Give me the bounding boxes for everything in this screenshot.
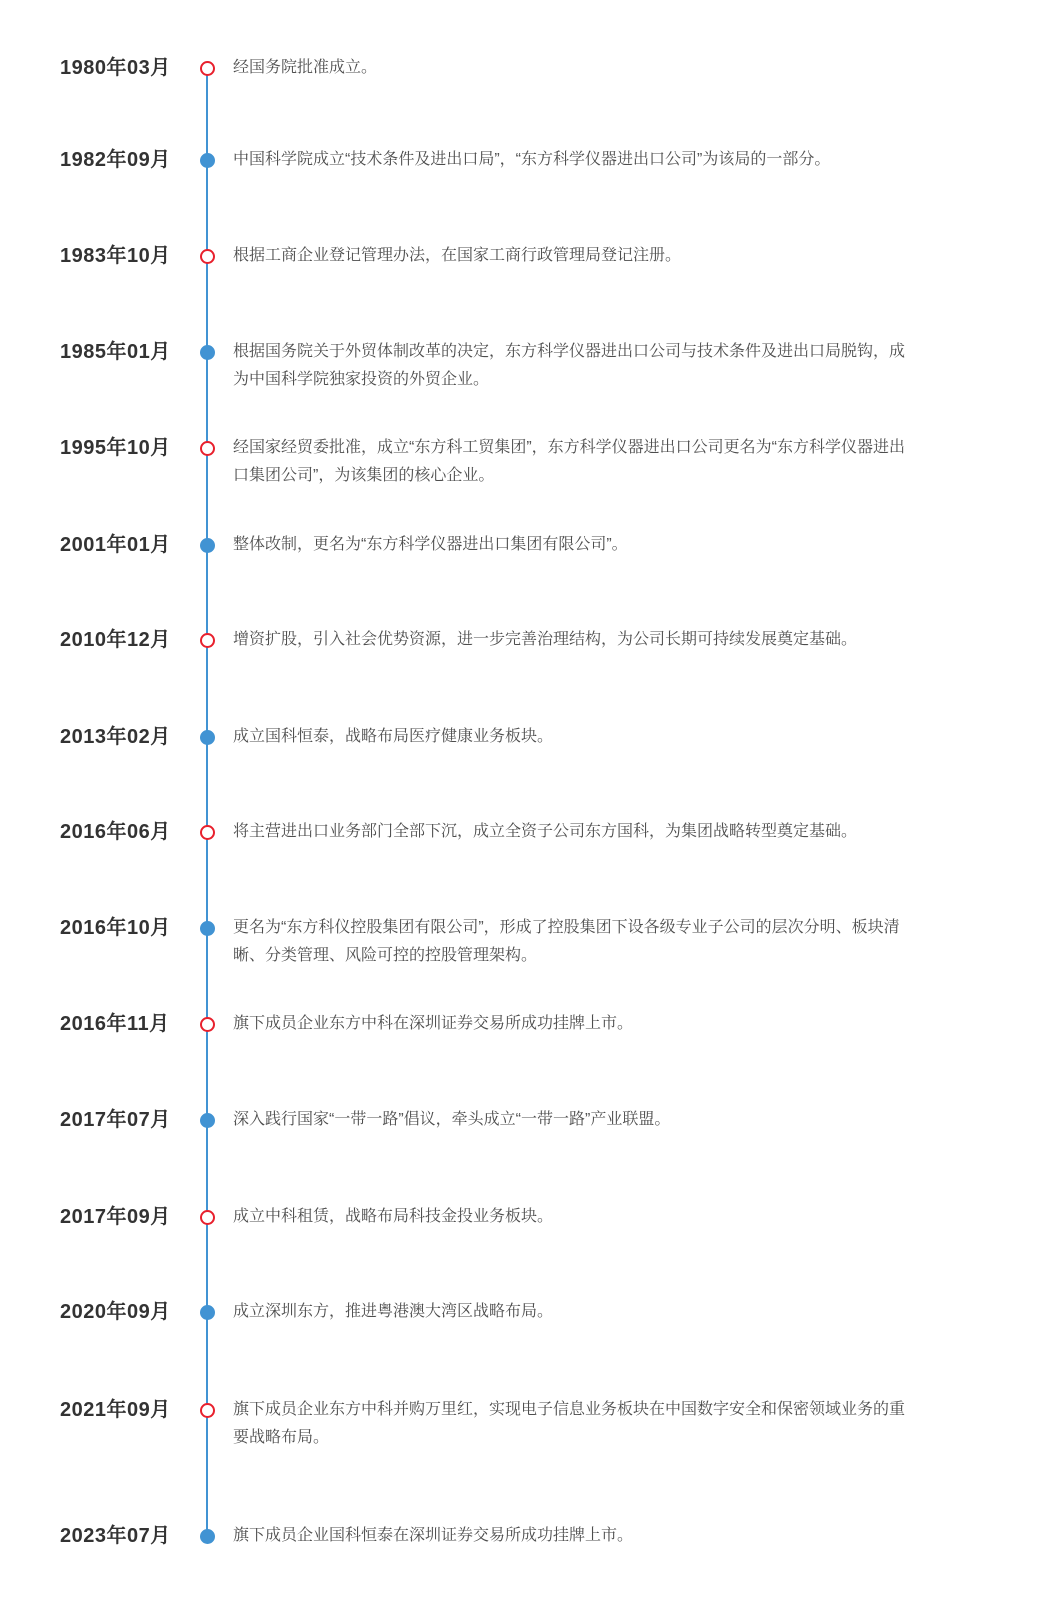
timeline-description: 经国务院批准成立。 (233, 59, 378, 76)
timeline-date: 2023年07月 (60, 1525, 171, 1547)
timeline-date: 2017年07月 (60, 1109, 171, 1131)
filled-circle-marker-icon (200, 1305, 215, 1320)
timeline-date: 1985年01月 (60, 341, 171, 363)
timeline-description: 根据工商企业登记管理办法，在国家工商行政管理局登记注册。 (233, 247, 682, 264)
timeline-description: 旗下成员企业东方中科并购万里红，实现电子信息业务板块在中国数字安全和保密领域业务的重要战略布局。 (233, 1401, 906, 1446)
hollow-circle-marker-icon (200, 61, 215, 76)
timeline-description: 成立中科租赁，战略布局科技金投业务板块。 (233, 1208, 554, 1225)
filled-circle-marker-icon (200, 1113, 215, 1128)
timeline-date: 1980年03月 (60, 57, 171, 79)
filled-circle-marker-icon (200, 345, 215, 360)
filled-circle-marker-icon (200, 1529, 215, 1544)
timeline-description: 根据国务院关于外贸体制改革的决定，东方科学仪器进出口公司与技术条件及进出口局脱钩，成为中国科学院独家投资的外贸企业。 (233, 343, 906, 388)
timeline-date: 1995年10月 (60, 437, 171, 459)
hollow-circle-marker-icon (200, 825, 215, 840)
timeline-description: 旗下成员企业东方中科在深圳证券交易所成功挂牌上市。 (233, 1015, 634, 1032)
timeline-description: 增资扩股，引入社会优势资源，进一步完善治理结构，为公司长期可持续发展奠定基础。 (233, 631, 858, 648)
timeline-description: 成立国科恒泰，战略布局医疗健康业务板块。 (233, 728, 554, 745)
timeline-date: 1982年09月 (60, 149, 171, 171)
hollow-circle-marker-icon (200, 1403, 215, 1418)
timeline-date: 2016年06月 (60, 821, 171, 843)
hollow-circle-marker-icon (200, 441, 215, 456)
filled-circle-marker-icon (200, 153, 215, 168)
timeline-date: 2016年11月 (60, 1013, 170, 1035)
hollow-circle-marker-icon (200, 633, 215, 648)
hollow-circle-marker-icon (200, 1210, 215, 1225)
hollow-circle-marker-icon (200, 1017, 215, 1032)
filled-circle-marker-icon (200, 538, 215, 553)
timeline-description: 整体改制，更名为“东方科学仪器进出口集团有限公司”。 (233, 536, 628, 553)
timeline-description: 经国家经贸委批准，成立“东方科工贸集团”，东方科学仪器进出口公司更名为“东方科学仪器进出口集团公司”，为该集团的核心企业。 (233, 439, 905, 484)
timeline-description: 更名为“东方科仪控股集团有限公司”，形成了控股集团下设各级专业子公司的层次分明、板块清晰、分类管理、风险可控的控股管理架构。 (233, 919, 900, 964)
timeline-date: 2010年12月 (60, 629, 171, 651)
timeline-date: 1983年10月 (60, 245, 171, 267)
timeline-description: 旗下成员企业国科恒泰在深圳证券交易所成功挂牌上市。 (233, 1527, 634, 1544)
timeline-date: 2013年02月 (60, 726, 171, 748)
timeline-date: 2017年09月 (60, 1206, 171, 1228)
timeline-date: 2020年09月 (60, 1301, 171, 1323)
timeline-description: 成立深圳东方，推进粤港澳大湾区战略布局。 (233, 1303, 554, 1320)
timeline-date: 2021年09月 (60, 1399, 171, 1421)
filled-circle-marker-icon (200, 921, 215, 936)
timeline-description: 深入践行国家“一带一路”倡议，牵头成立“一带一路”产业联盟。 (233, 1111, 671, 1128)
timeline-description: 将主营进出口业务部门全部下沉，成立全资子公司东方国科，为集团战略转型奠定基础。 (233, 823, 858, 840)
filled-circle-marker-icon (200, 730, 215, 745)
timeline-date: 2001年01月 (60, 534, 171, 556)
timeline-description: 中国科学院成立“技术条件及进出口局”，“东方科学仪器进出口公司”为该局的一部分。 (233, 151, 831, 168)
timeline-date: 2016年10月 (60, 917, 171, 939)
hollow-circle-marker-icon (200, 249, 215, 264)
